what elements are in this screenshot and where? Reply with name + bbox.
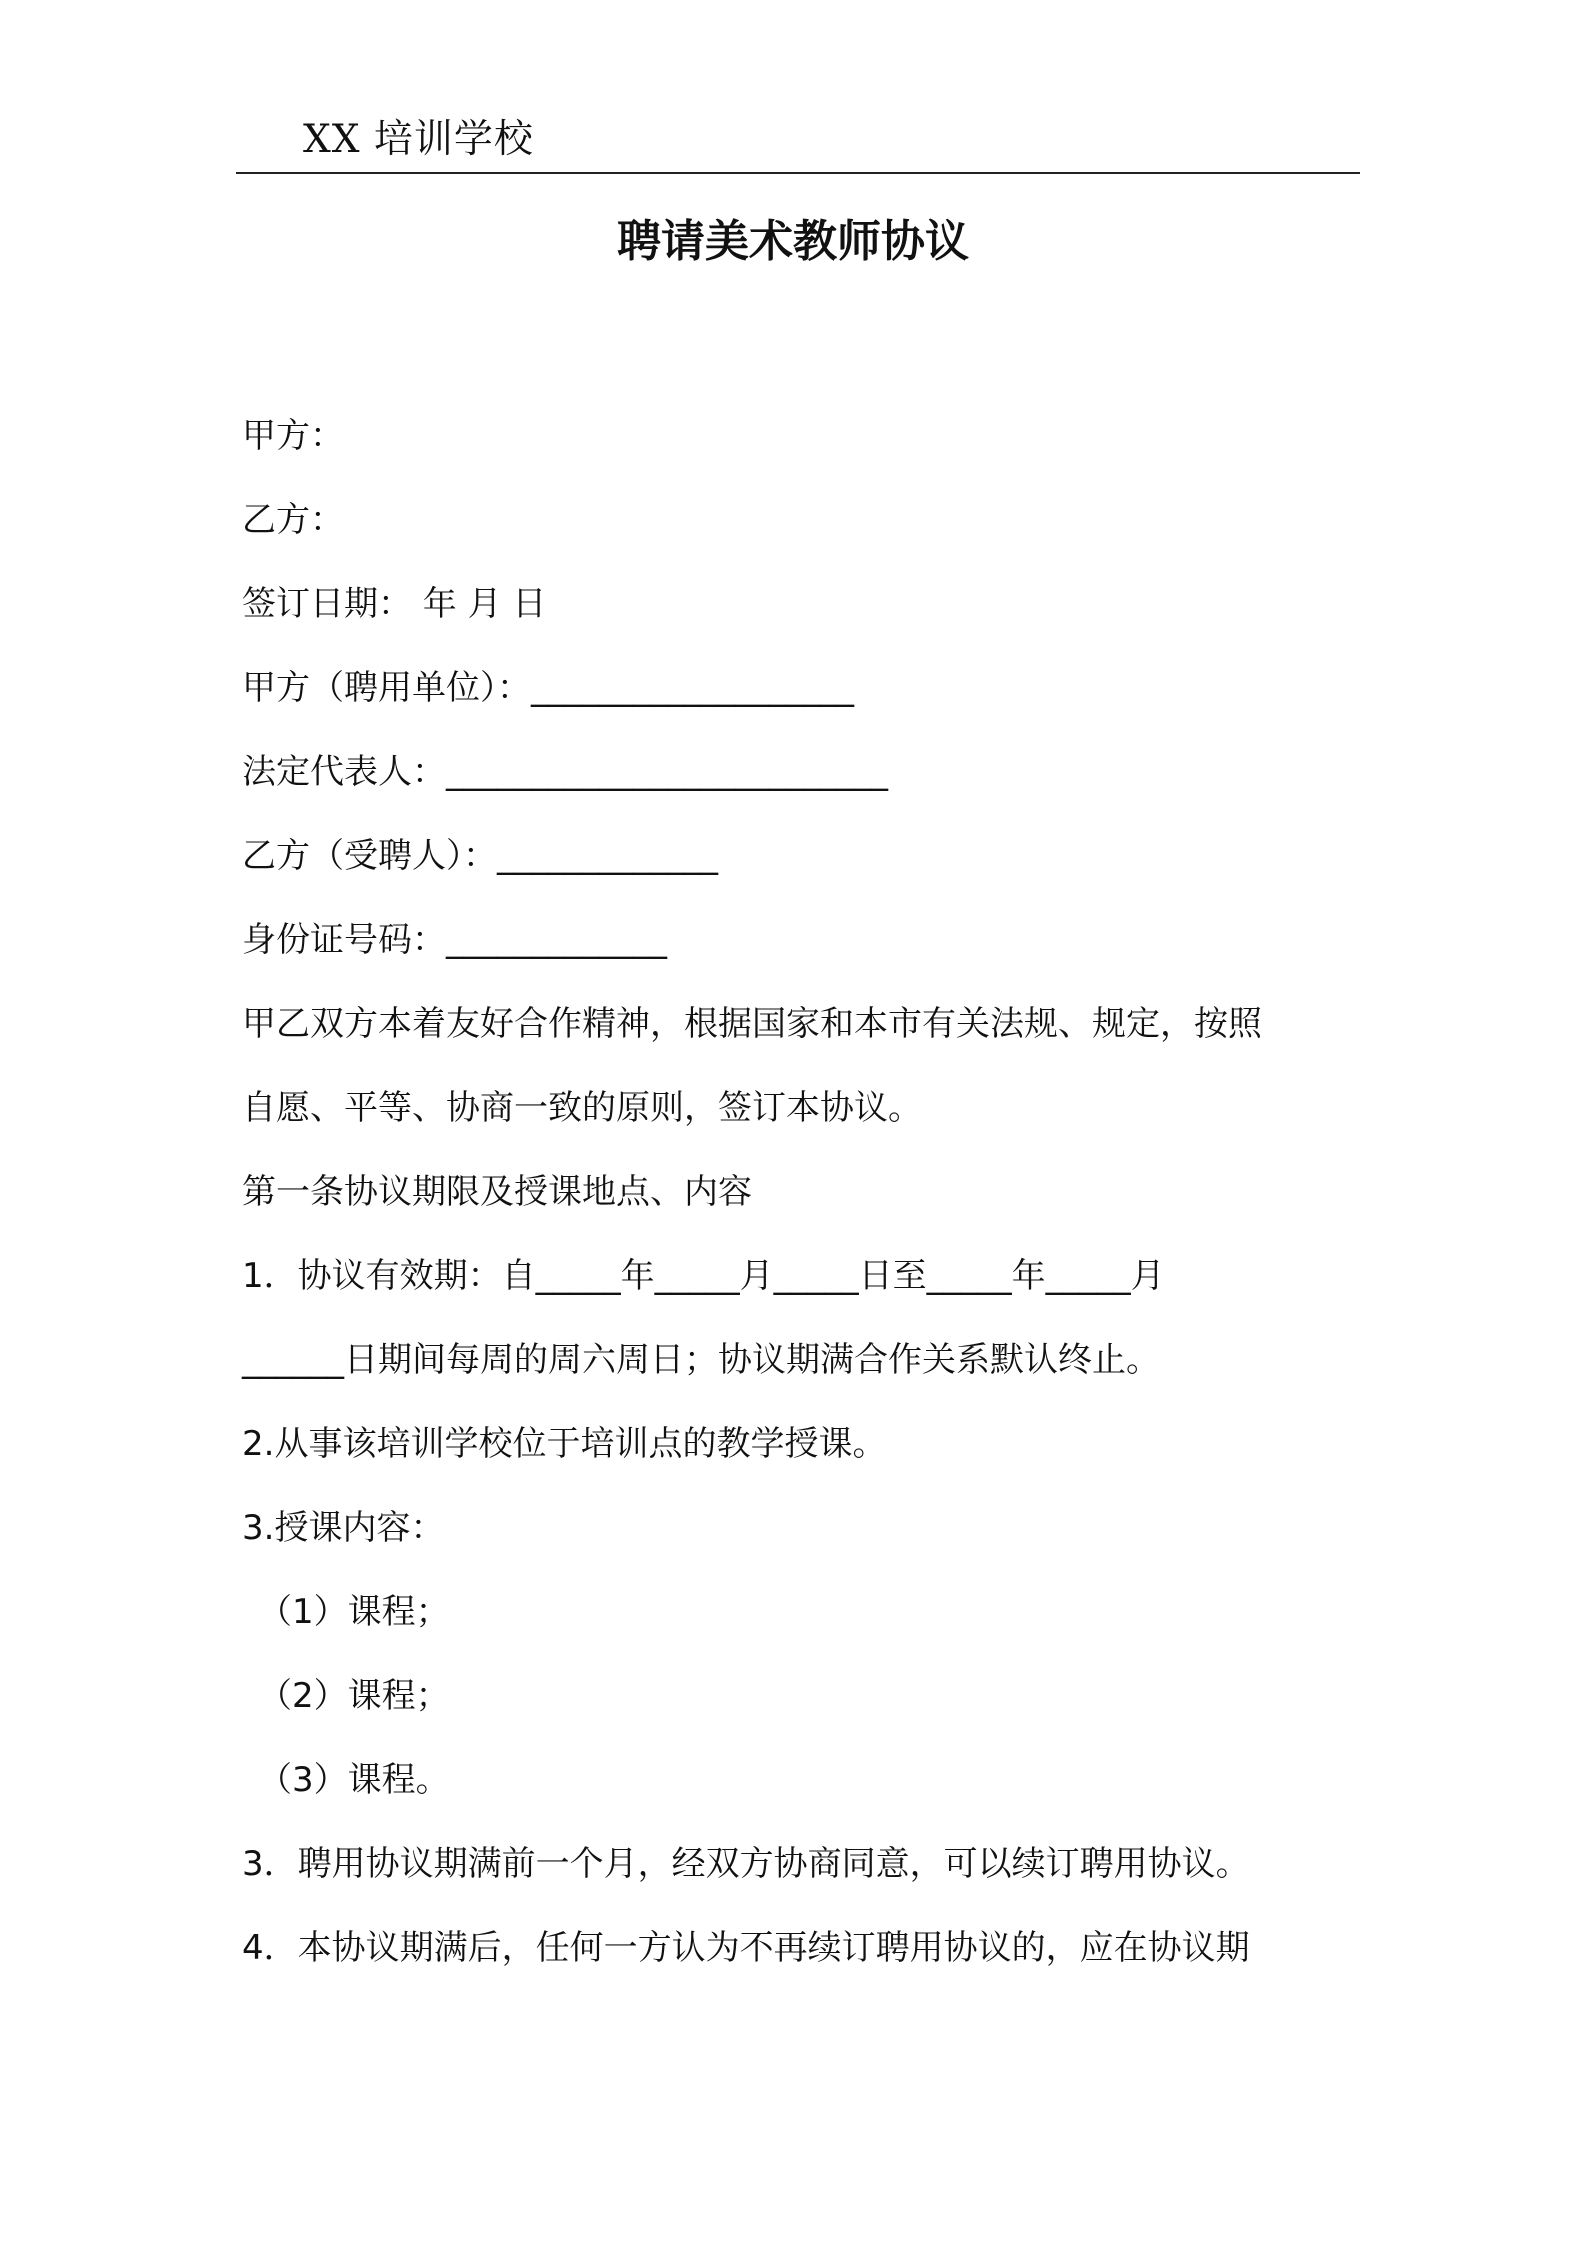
header-divider	[236, 172, 1360, 174]
term-clause-line-1: 1．协议有效期：自_____年_____月_____日至_____年_____月	[242, 1256, 1165, 1296]
course-item-3: （3）课程。	[258, 1760, 450, 1800]
employer-field-line: 甲方（聘用单位）：___________________	[242, 668, 854, 708]
school-name: XX 培训学校	[303, 117, 534, 162]
teaching-location-clause: 2.从事该培训学校位于培训点的教学授课。	[242, 1424, 887, 1464]
document-title: 聘请美术教师协议	[617, 216, 969, 267]
party-a-line: 甲方：	[242, 416, 344, 456]
preamble-line-2: 自愿、平等、协商一致的原则，签订本协议。	[242, 1088, 922, 1128]
term-clause-line-2: ______日期间每周的周六周日；协议期满合作关系默认终止。	[242, 1340, 1160, 1380]
termination-clause: 4．本协议期满后，任何一方认为不再续订聘用协议的，应在协议期	[242, 1928, 1250, 1968]
renewal-clause: 3．聘用协议期满前一个月，经双方协商同意，可以续订聘用协议。	[242, 1844, 1250, 1884]
preamble-line-1: 甲乙双方本着友好合作精神，根据国家和本市有关法规、规定，按照	[242, 1004, 1262, 1044]
id-number-line: 身份证号码：_____________	[242, 920, 667, 960]
course-item-1: （1）课程；	[258, 1592, 450, 1632]
course-content-heading: 3.授课内容：	[242, 1508, 445, 1548]
signing-date-line: 签订日期： 年 月 日	[242, 584, 547, 624]
course-item-2: （2）课程；	[258, 1676, 450, 1716]
party-b-line: 乙方：	[242, 500, 344, 540]
employee-field-line: 乙方（受聘人）：_____________	[242, 836, 718, 876]
legal-representative-line: 法定代表人：__________________________	[242, 752, 888, 792]
article-1-heading: 第一条协议期限及授课地点、内容	[242, 1172, 752, 1212]
